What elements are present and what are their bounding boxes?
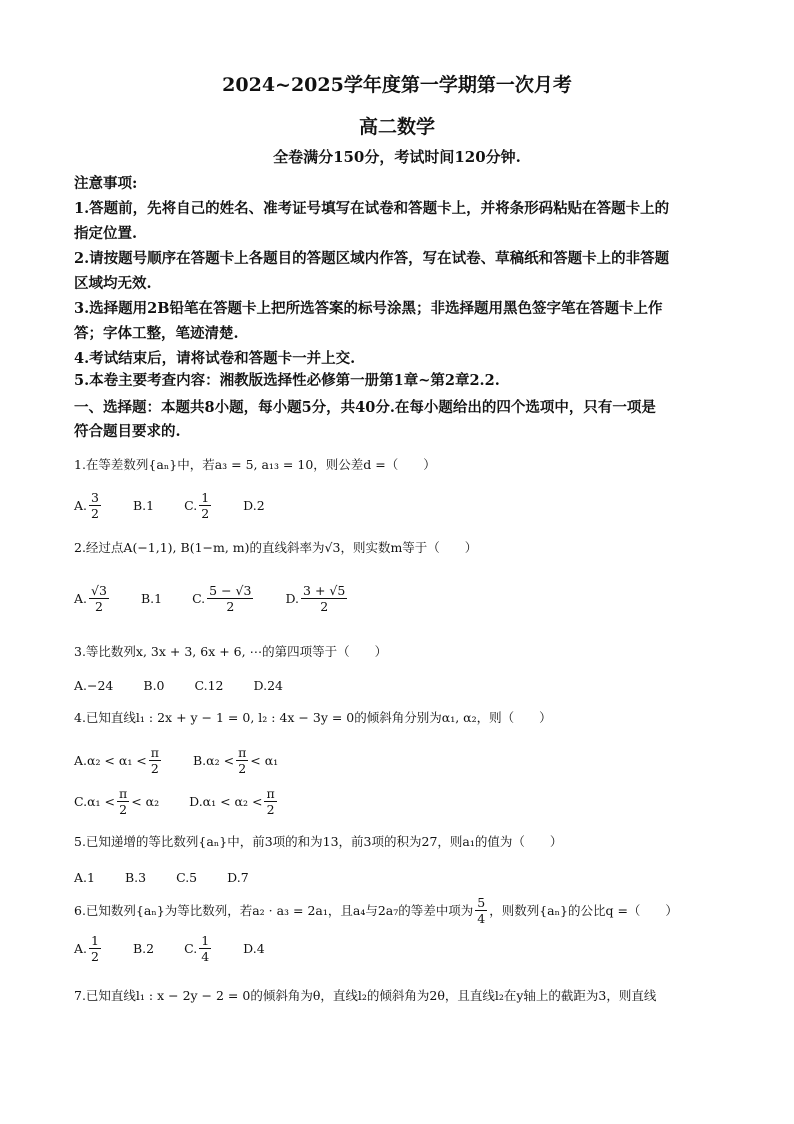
fraction-denominator: 2 <box>150 761 159 776</box>
fraction-denominator: 2 <box>91 949 99 964</box>
note-line: 2.请按题号顺序在答题卡上各题目的答题区域内作答，写在试卷、草稿纸和答题卡上的非答题 <box>74 250 670 267</box>
fraction-denominator: 2 <box>119 802 128 817</box>
fraction-numerator: π <box>150 745 159 760</box>
fraction-denominator: 4 <box>477 911 486 926</box>
fraction-numerator: 5 − √3 <box>209 583 252 598</box>
fraction <box>149 745 161 776</box>
question-6-stem <box>74 895 744 926</box>
question-1-stem: 1.在等差数列{aₙ}中，若a₃ = 5, a₁₃ = 10，则公差d =（ ） <box>74 457 436 472</box>
option-a: A.1 <box>74 870 95 885</box>
option-b: B.0 <box>143 678 165 693</box>
option-text: < α₁ <box>250 753 279 768</box>
option-label: C. <box>192 591 206 606</box>
fraction-numerator: 1 <box>201 490 210 505</box>
fraction-numerator: 3 <box>91 490 99 505</box>
question-2-options <box>74 583 379 614</box>
fraction <box>264 786 276 817</box>
option-b: B.1 <box>132 498 155 513</box>
question-7-stem: 7.已知直线l₁ : x − 2y − 2 = 0的倾斜角为θ，直线l₂的倾斜角为2θ，且直线l₂在y轴上的截距为3，则直线 <box>74 988 657 1003</box>
fraction <box>207 583 253 614</box>
question-4-options-row-2 <box>74 786 309 817</box>
fraction-numerator: π <box>119 786 128 801</box>
fraction-denominator: 2 <box>266 802 275 817</box>
option-a <box>74 490 103 521</box>
fraction <box>89 583 109 614</box>
option-label: A. <box>74 498 88 513</box>
option-a <box>74 745 163 776</box>
subject-title: 高二数学 <box>358 116 435 138</box>
option-b: B.2 <box>132 941 155 956</box>
note-line: 3.选择题用2B铅笔在答题卡上把所选答案的标号涂黑；非选择题用黑色签字笔在答题卡上作 <box>74 300 663 317</box>
fraction <box>301 583 347 614</box>
question-2-stem: 2.经过点A(−1,1), B(1−m, m)的直线斜率为√3，则实数m等于（ ） <box>74 540 478 555</box>
note-line: 指定位置. <box>74 225 138 242</box>
fraction <box>89 490 101 521</box>
fraction-denominator: 2 <box>91 506 99 521</box>
section-heading: 一、选择题：本题共8小题，每小题5分，共40分.在每小题给出的四个选项中，只有一项是 <box>74 399 656 416</box>
option-c <box>74 786 159 817</box>
option-label: C. <box>184 498 198 513</box>
fraction-denominator: 2 <box>238 761 247 776</box>
option-label: A. <box>74 591 88 606</box>
option-a: A.−24 <box>74 678 114 693</box>
option-d: D.24 <box>253 678 283 693</box>
option-a <box>74 583 111 614</box>
option-c <box>192 583 255 614</box>
fraction-numerator: 1 <box>201 933 210 948</box>
option-d: D.2 <box>243 498 265 513</box>
option-d <box>189 786 279 817</box>
question-5-stem: 5.已知递增的等比数列{aₙ}中，前3项的和为13，前3项的积为27，则a₁的值为（ ） <box>74 834 563 849</box>
option-label: A. <box>74 941 88 956</box>
question-6-options <box>74 933 295 964</box>
option-label: D. <box>285 591 300 606</box>
fraction-denominator: 2 <box>320 599 329 614</box>
option-b <box>193 745 278 776</box>
fraction-denominator: 2 <box>226 599 235 614</box>
question-4-stem: 4.已知直线l₁ : 2x + y − 1 = 0, l₂ : 4x − 3y = 0的倾斜角分别为α₁, α₂，则（ ） <box>74 710 552 725</box>
fraction <box>117 786 129 817</box>
option-label: C. <box>184 941 198 956</box>
fraction-denominator: 2 <box>95 599 103 614</box>
option-d <box>285 583 349 614</box>
fraction-numerator: π <box>238 745 247 760</box>
exam-title: 2024~2025学年度第一学期第一次月考 <box>222 74 572 96</box>
fraction <box>199 490 211 521</box>
question-3-stem: 3.等比数列x, 3x + 3, 6x + 6, ⋯的第四项等于（ ） <box>74 644 388 659</box>
option-text: A.α₂ < α₁ < <box>74 753 147 768</box>
fraction <box>89 933 101 964</box>
fraction-numerator: 3 + √5 <box>303 583 346 598</box>
note-line: 1.答题前，先将自己的姓名、准考证号填写在试卷和答题卡上，并将条形码粘贴在答题卡上的 <box>74 200 670 217</box>
option-text: C.α₁ < <box>74 794 115 809</box>
question-3-options <box>74 678 313 693</box>
fraction <box>475 895 487 926</box>
question-4-options-row-1 <box>74 745 308 776</box>
notes-heading: 注意事项: <box>74 175 138 192</box>
note-line: 5.本卷主要考查内容：湘教版选择性必修第一册第1章~第2章2.2. <box>74 372 500 389</box>
option-text: < α₂ <box>131 794 160 809</box>
fraction-numerator: 5 <box>477 895 486 910</box>
fraction-numerator: √3 <box>91 583 107 598</box>
option-c: C.12 <box>194 678 224 693</box>
stem-text: 6.已知数列{aₙ}为等比数列，若a₂ · a₃ = 2a₁，且a₄与2a₇的等差中项为 <box>74 902 474 918</box>
option-c <box>184 490 213 521</box>
question-1-options <box>74 490 295 521</box>
fraction-denominator: 2 <box>201 506 210 521</box>
note-line: 答；字体工整，笔迹清楚. <box>74 325 239 342</box>
note-line: 4.考试结束后，请将试卷和答题卡一并上交. <box>74 350 356 367</box>
fraction-denominator: 4 <box>201 949 210 964</box>
option-b: B.3 <box>124 870 147 885</box>
option-text: B.α₂ < <box>193 753 235 768</box>
section-heading: 符合题目要求的. <box>74 423 181 440</box>
fraction-numerator: 1 <box>91 933 99 948</box>
option-d: D.7 <box>227 870 249 885</box>
question-5-options <box>74 870 279 885</box>
option-c: C.5 <box>176 870 198 885</box>
stem-text: ，则数列{aₙ}的公比q =（ ） <box>489 902 678 918</box>
option-c <box>184 933 213 964</box>
exam-info: 全卷满分150分，考试时间120分钟. <box>273 148 521 166</box>
note-line: 区域均无效. <box>74 275 152 292</box>
option-a <box>74 933 103 964</box>
option-text: D.α₁ < α₂ < <box>189 794 263 809</box>
option-d: D.4 <box>243 941 265 956</box>
fraction-numerator: π <box>266 786 275 801</box>
fraction <box>236 745 248 776</box>
fraction <box>199 933 211 964</box>
option-b: B.1 <box>140 591 163 606</box>
